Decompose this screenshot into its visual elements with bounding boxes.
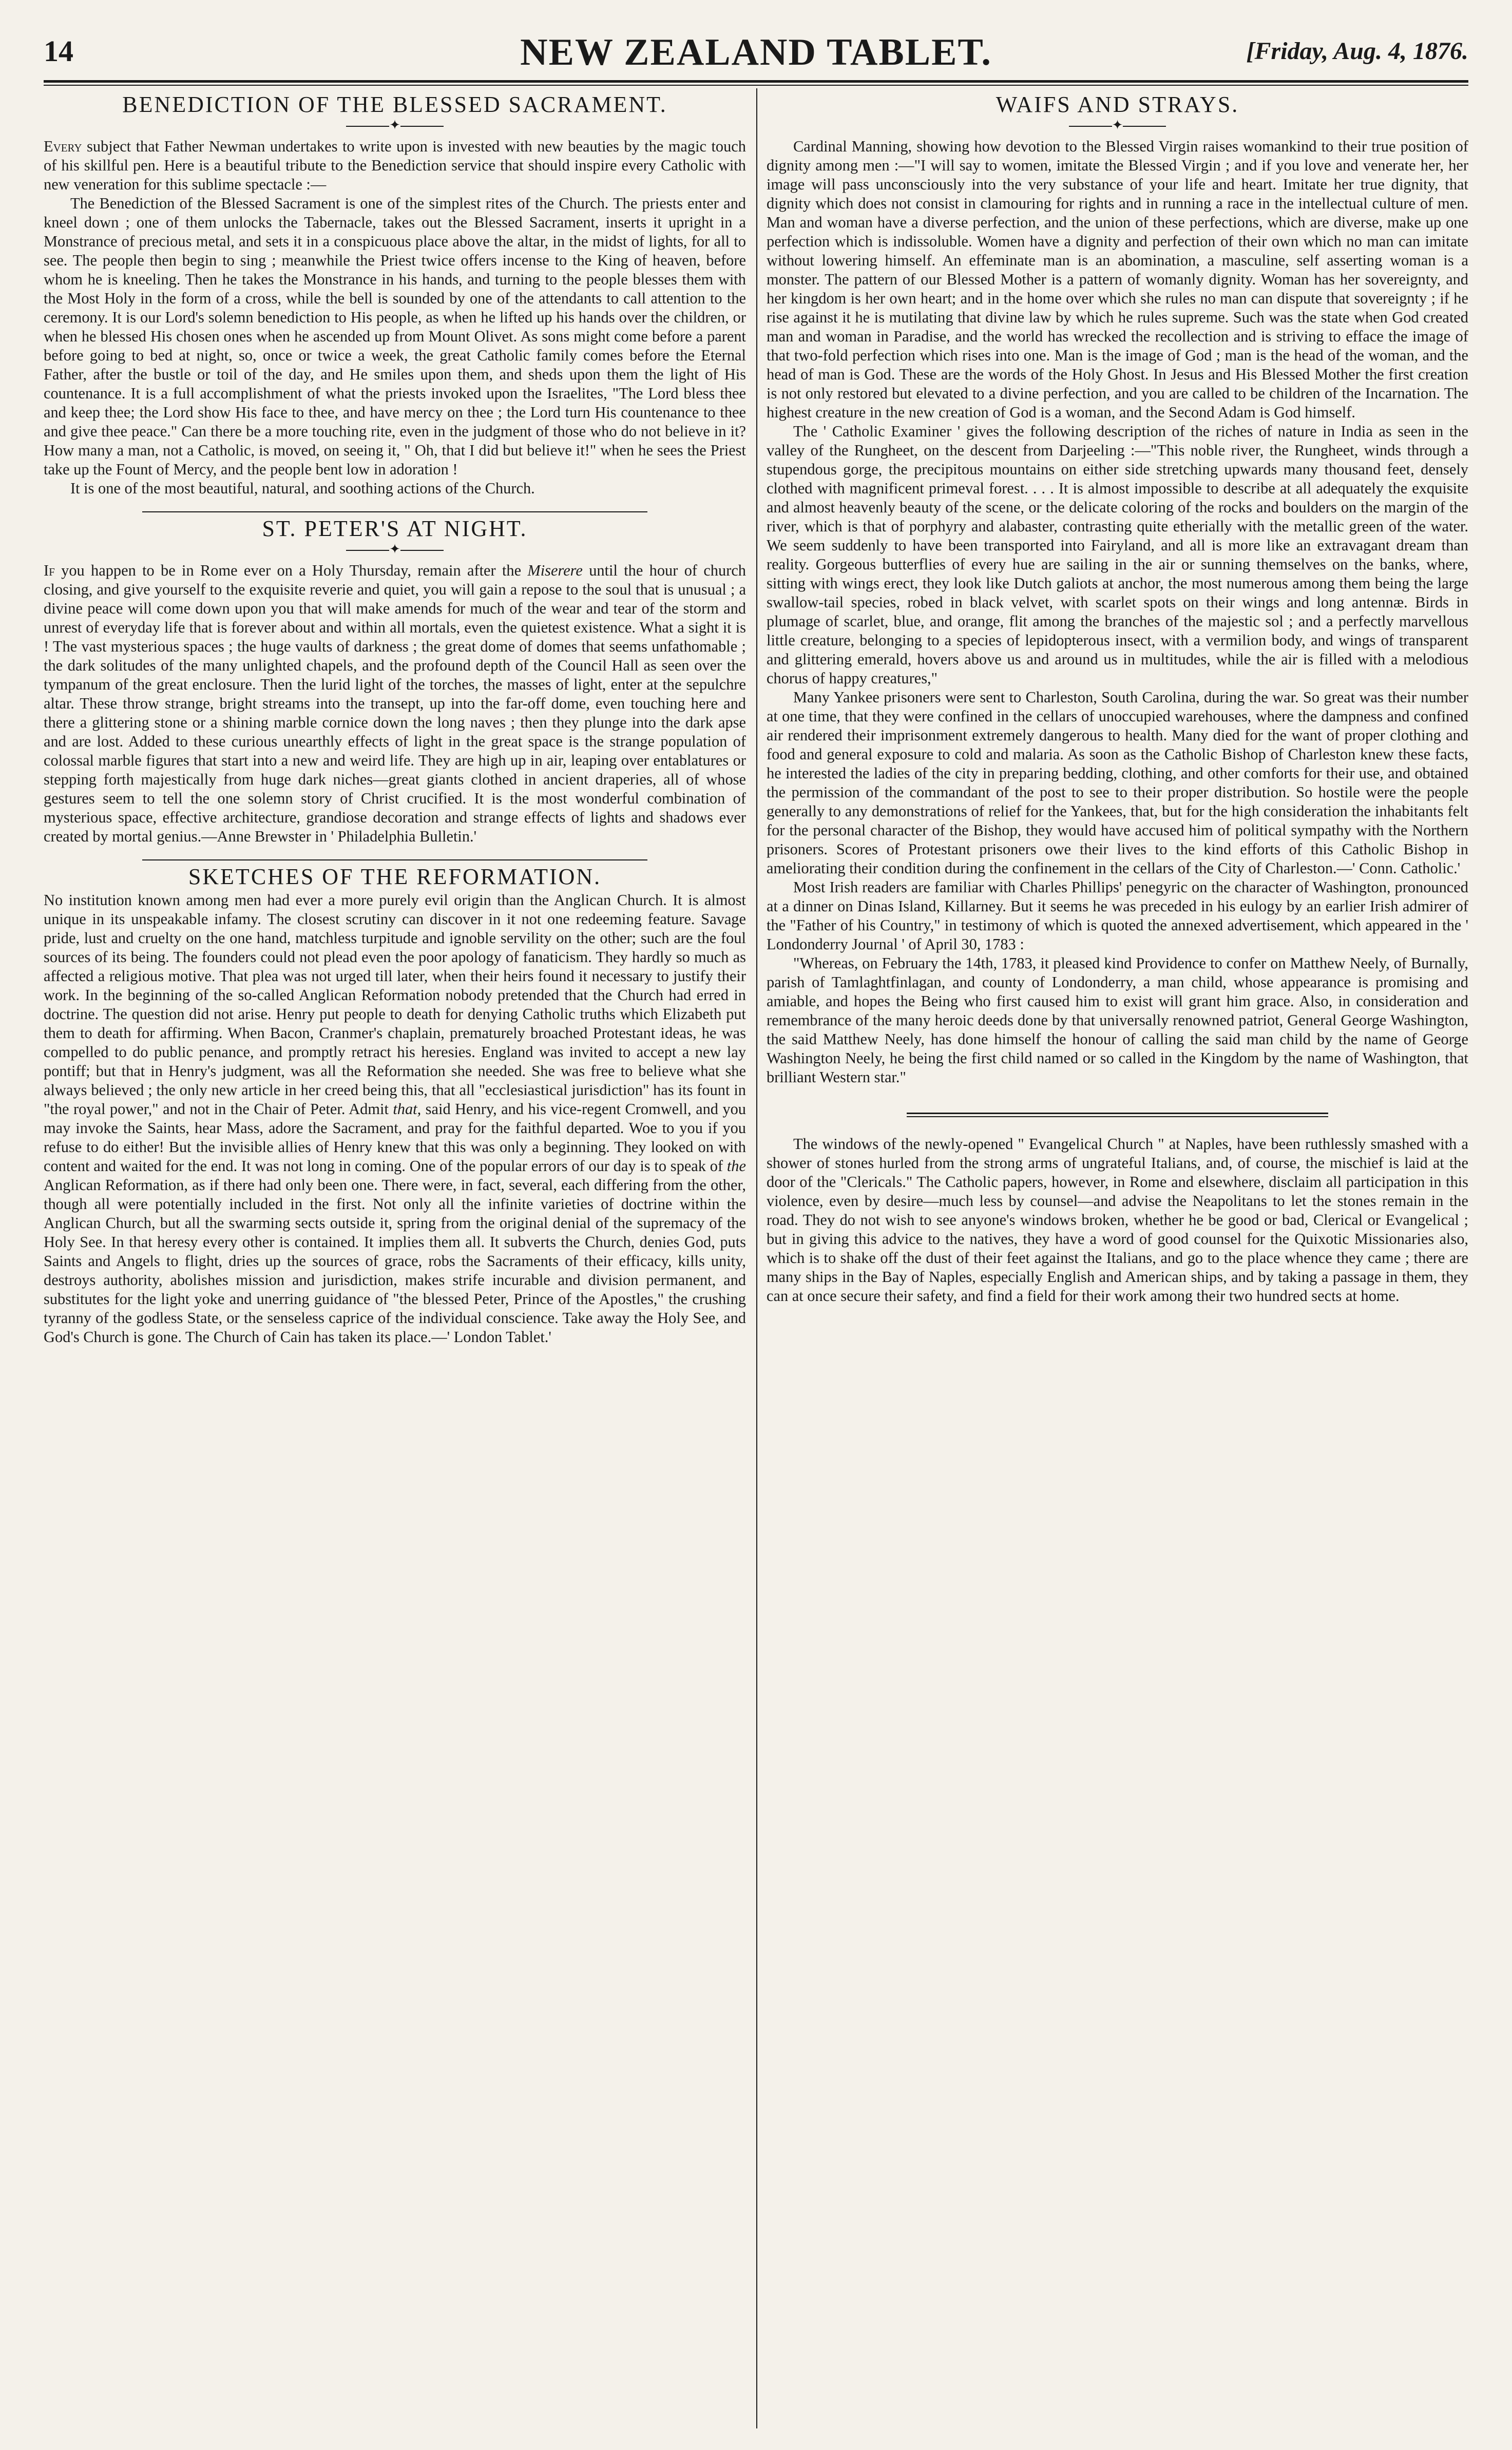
article-title: BENEDICTION OF THE BLESSED SACRAMENT.	[122, 92, 667, 117]
article-paragraph: The windows of the newly-opened " Evangelical Church " at Naples, have been ruthlessly smashed with a shower of stones hurled from the strong arms of ungrateful Italians, and, of course, the mischief is laid at the door of the "Clericals." The Catholic papers, however, in Rome and elsewhere, disclaim all participation in this violence, even by desire—much less by counsel—and advise the Neapolitans to let the stones remain in the road. They do not wish to see anyone's windows broken, whether he be good or bad, Clerical or Evangelical ; but in giving this advice to the natives, they have a word of good counsel for the Quixotic Missionaries also, which is to shake off the dust of their feet against the Italians, and go to the place whence they came ; there are many ships in the Bay of Naples, especially English and American ships, and by taking a passage in them, they can at once secure their safety, and find a field for their work among their two hundred sects at home.	[767, 1135, 1468, 1305]
section-rule	[142, 859, 648, 860]
left-column	[44, 88, 746, 2428]
article-paragraph: "Whereas, on February the 14th, 1783, it pleased kind Providence to confer on Matthew Neely, of Burnally, parish of Tamlaghtfinlagan, and county of Londonderry, a man child, whose appearance is promising and amiable, and hopes the Being who first caused him to exist will grant him grace. Also, in consideration and remembrance of the many heroic deeds done by that universally renowned patriot, General George Washington, the said Matthew Neely, has done himself the honour of calling the said man child by the name of George Washington Neely, he being the first child named or so called in the Kingdom by the name of Washington, that brilliant Western star."	[767, 954, 1468, 1086]
masthead	[44, 31, 1468, 78]
article-paragraph: The ' Catholic Examiner ' gives the following description of the riches of nature in India as seen in the valley of the Rungheet, on the descent from Darjeeling :—"This noble river, the Rungheet, winds through a stupendous gorge, the precipitous mountains on either side stretching upwards many thousand feet, densely clothed with magnificent primeval forest. . . . It is almost impossible to describe at all adequately the exquisite and almost heavenly beauty of the scene, or the delicate coloring of the rocks and boulders on the margin of the river, which is that of porphyry and alabaster, contrasting quite etherially with the metallic green of the water. We seem suddenly to have been transported into Fairyland, and all is more like an extravagant dream than reality. Gorgeous butterflies of every hue are sailing in the air or sunning themselves on the banks, where, sitting with wings erect, they look like Dutch galiots at anchor, the most numerous among them being the large swallow-tail species, robed in black velvet, with scarlet spots on their wings and long antennæ. Birds in plumage of scarlet, blue, and orange, flit among the branches of the majestic sol ; and a perfectly marvellous little creature, belonging to a species of lepidopterous insect, with a vermilion body, and wings of transparent and glittering emerald, hovers above us and around us in multitudes, while the air is filled with a melodious chorus of happy creatures,"	[767, 423, 1468, 687]
article-title: ST. PETER'S AT NIGHT.	[262, 516, 528, 541]
article-paragraph: Cardinal Manning, showing how devotion to the Blessed Virgin raises womankind to their true position of dignity among men :—"I will say to women, imitate the Blessed Virgin ; and if you love and venerate her, her image will pass unconsciously into the very substance of your life and heart. Imitate her true dignity, that dignity which does not consist in clamouring for rights and in running a race in the intellectual culture of men. Man and woman have a diverse perfection, and the union of these perfections, which are diverse, make up one perfection which is indissoluble. Women have a dignity and perfection of their own which no man can imitate without lowering himself. An effeminate man is an abomination, a masculine, self asserting woman is a monster. The pattern of our Blessed Mother is a pattern of womanly dignity. Woman has her sovereignty, and her kingdom is her own heart; and in the home over which she rules no man can dispute that sovereignty ; if he rise against it he is mutilating that divine law by which he rules supreme. Such was the state when God created man and woman in Paradise, and the world has wrecked the recollection and is striving to efface the image of that two-fold perfection which rises into one. Man is the image of God ; man is the head of the woman, and the head of man is God. These are the words of the Holy Ghost. In Jesus and His Blessed Mother the first creation is not only restored but elevated to a divine perfection, and you are called to be children of the Incarnation. The highest creature in the new creation of God is a woman, and the Second Adam is God himself.	[767, 138, 1468, 421]
publication-title: NEW ZEALAND TABLET.	[520, 31, 992, 73]
columns	[44, 88, 1468, 2428]
section-rule	[907, 1113, 1328, 1117]
page-number: 14	[44, 34, 73, 68]
ornament: ✦	[44, 543, 746, 556]
article-title: WAIFS AND STRAYS.	[996, 92, 1239, 117]
article-title: SKETCHES OF THE REFORMATION.	[188, 864, 602, 889]
article-paragraph: Every subject that Father Newman undertakes to write upon is invested with new beauties by the magic touch of his skillful pen. Here is a beautiful tribute to the Benediction service that should inspire every Catholic with new veneration for this sublime spectacle :—	[44, 138, 746, 193]
article-paragraph: No institution known among men had ever a more purely evil origin than the Anglican Church. It is almost unique in its unspeakable infamy. The closest scrutiny can discover in it not one redeeming feature. Savage pride, lust and cruelty on the one hand, matchless turpitude and ignoble servility on the other; such are the foul sources of its being. The founders could not plead even the poor apology of fanaticism. They hardly so much as affected a religious motive. That plea was not urged till later, when their heirs found it necessary to justify their work. In the beginning of the so-called Anglican Reformation nobody pretended that the Church had erred in doctrine. The question did not arise. Henry put people to death for denying Catholic truths which Elizabeth put them to death for affirming. When Bacon, Cranmer's chaplain, prematurely broached Protestant ideas, he was compelled to do public penance, and promptly retract his heresies. England was invited to accept a new lay pontiff; but that in Henry's judgment, was all the Reformation she needed. She was free to believe what she always believed ; the only new article in her creed being this, that all "ecclesiastical jurisdiction" has its fount in "the royal power," and not in the Chair of Peter. Admit that, said Henry, and his vice-regent Cromwell, and you may invoke the Saints, hear Mass, adore the Sacrament, and pray for the faithful departed. Woe to you if you refuse to do either! But the invisible allies of Henry knew that this was only a beginning. They looked on with content and waited for the end. It was not long in coming. One of the popular errors of our day is to speak of the Anglican Reformation, as if there had only been one. There were, in fact, several, each differing from the other, though all were potentially included in the first. Not only all the infinite varieties of doctrine within the Anglican Church, but all the swarming sects outside it, spring from the original denial of the supremacy of the Holy See. In that heresy every other is contained. It implies them all. It subverts the Church, denies God, puts Saints and Angels to flight, dries up the sources of grace, robs the Sacraments of their efficacy, kills unity, destroys authority, abolishes mission and jurisdiction, makes strife incurable and division permanent, and substitutes for the light yoke and unerring guidance of "the blessed Peter, Prince of the Apostles," the crushing tyranny of the godless State, or the senseless caprice of the individual conscience. Take away the Holy See, and God's Church is gone. The Church of Cain has taken its place.—' London Tablet.'	[44, 891, 746, 1346]
masthead-rule	[44, 80, 1468, 86]
article-paragraph: Many Yankee prisoners were sent to Charleston, South Carolina, during the war. So great was their number at one time, that they were confined in the cellars of unoccupied warehouses, where the dampness and confined air rendered their imprisonment extremely dangerous to health. Many died for the want of proper clothing and food and general exposure to cold and malaria. As soon as the Catholic Bishop of Charleston knew these facts, he interested the ladies of the city in preparing bedding, clothing, and other comforts for their use, and obtained the permission of the commandant of the post to see to their proper distribution. So hostile were the people generally to any demonstrations of relief for the Yankees, that, but for the high consideration the inhabitants felt for the personal character of the Bishop, they would have accused him of political sympathy with the Northern prisoners. Scores of Protestant prisoners owe their lives to the kind efforts of this Catholic Bishop in ameliorating their condition during the confinement in the cellars of the City of Charleston.—' Conn. Catholic.'	[767, 688, 1468, 877]
issue-date: [Friday, Aug. 4, 1876.	[1246, 37, 1468, 65]
article-paragraph: Most Irish readers are familiar with Charles Phillips' penegyric on the character of Washington, pronounced at a dinner on Dinas Island, Killarney. But it seems he was preceded in his eulogy by an earlier Irish admirer of the "Father of his Country," in testimony of which is quoted the annexed advertisement, which appeared in the ' Londonderry Journal ' of April 30, 1783 :	[767, 878, 1468, 953]
article-paragraph: The Benediction of the Blessed Sacrament is one of the simplest rites of the Church. The priests enter and kneel down ; one of them unlocks the Tabernacle, takes out the Blessed Sacrament, inserts it upright in a Monstrance of precious metal, and sets it in a conspicuous place above the altar, in the midst of lights, for all to see. The people then begin to sing ; meanwhile the Priest twice offers incense to the King of heaven, before whom he is kneeling. Then he takes the Monstrance in his hands, and turning to the people blesses them with the Most Holy in the form of a cross, while the bell is sounded by one of the attendants to call attention to the ceremony. It is our Lord's solemn benediction to His people, as when he lifted up his hands over the children, or when he blessed His chosen ones when he ascended up from Mount Olivet. As sons might come before a parent before going to bed at night, so, once or twice a week, the great Catholic family comes before the Eternal Father, after the bustle or toil of the day, and He smiles upon them, and sheds upon them the light of His countenance. It is a full accomplishment of what the priests invoked upon the Israelites, "The Lord bless thee and keep thee; the Lord show His face to thee, and have mercy on thee ; the Lord turn His countenance to thee and give thee peace." Can there be a more touching rite, even in the judgment of those who do not believe in it? How many a man, not a Catholic, is moved, on seeing it, " Oh, that I did but believe it!" when he sees the Priest take up the Fount of Mercy, and the people bent low in adoration !	[44, 195, 746, 478]
ornament: ✦	[44, 119, 746, 132]
article-paragraph: It is one of the most beautiful, natural, and soothing actions of the Church.	[70, 480, 535, 497]
article-paragraph: If you happen to be in Rome ever on a Holy Thursday, remain after the Miserere until the hour of church closing, and give yourself to the exquisite reverie and quiet, you will gain a repose to the soul that is unusual ; a divine peace will come down upon you that will make amends for much of the wear and tear of the storm and unrest of everyday life that is forever about and within all mortals, even the quietest existence. What a sight it is ! The vast mysterious spaces ; the huge vaults of darkness ; the great dome of domes that seems unfathomable ; the dark solitudes of the many unlighted chapels, and the profound depth of the Council Hall as seen over the tympanum of the great enclosure. Then the lurid light of the torches, the masses of light, enter at the sepulchre altar. These throw strange, bright streams into the transept, up into the far-off dome, even touching here and there a glittering stone or a shining marble cornice down the long naves ; then they plunge into the dark apse and are lost. Added to these curious unearthly effects of light in the great space is the strange population of colossal marble figures that start into a new and weird life. They are high up in air, leaping over entablatures or stepping forth majestically from huge dark niches—great giants clothed in ancient draperies, all of whose gestures seem to tell the one solemn story of Christ crucified. It is the most wonderful combination of mysterious space, effective architecture, grandiose decoration and strange effects of lights and shadows ever created by mortal genius.—Anne Brewster in ' Philadelphia Bulletin.'	[44, 562, 746, 845]
newspaper-page	[44, 31, 1468, 2428]
column-divider	[756, 88, 757, 2428]
ornament: ✦	[767, 119, 1468, 132]
right-column	[767, 88, 1468, 2428]
section-rule	[142, 511, 648, 512]
